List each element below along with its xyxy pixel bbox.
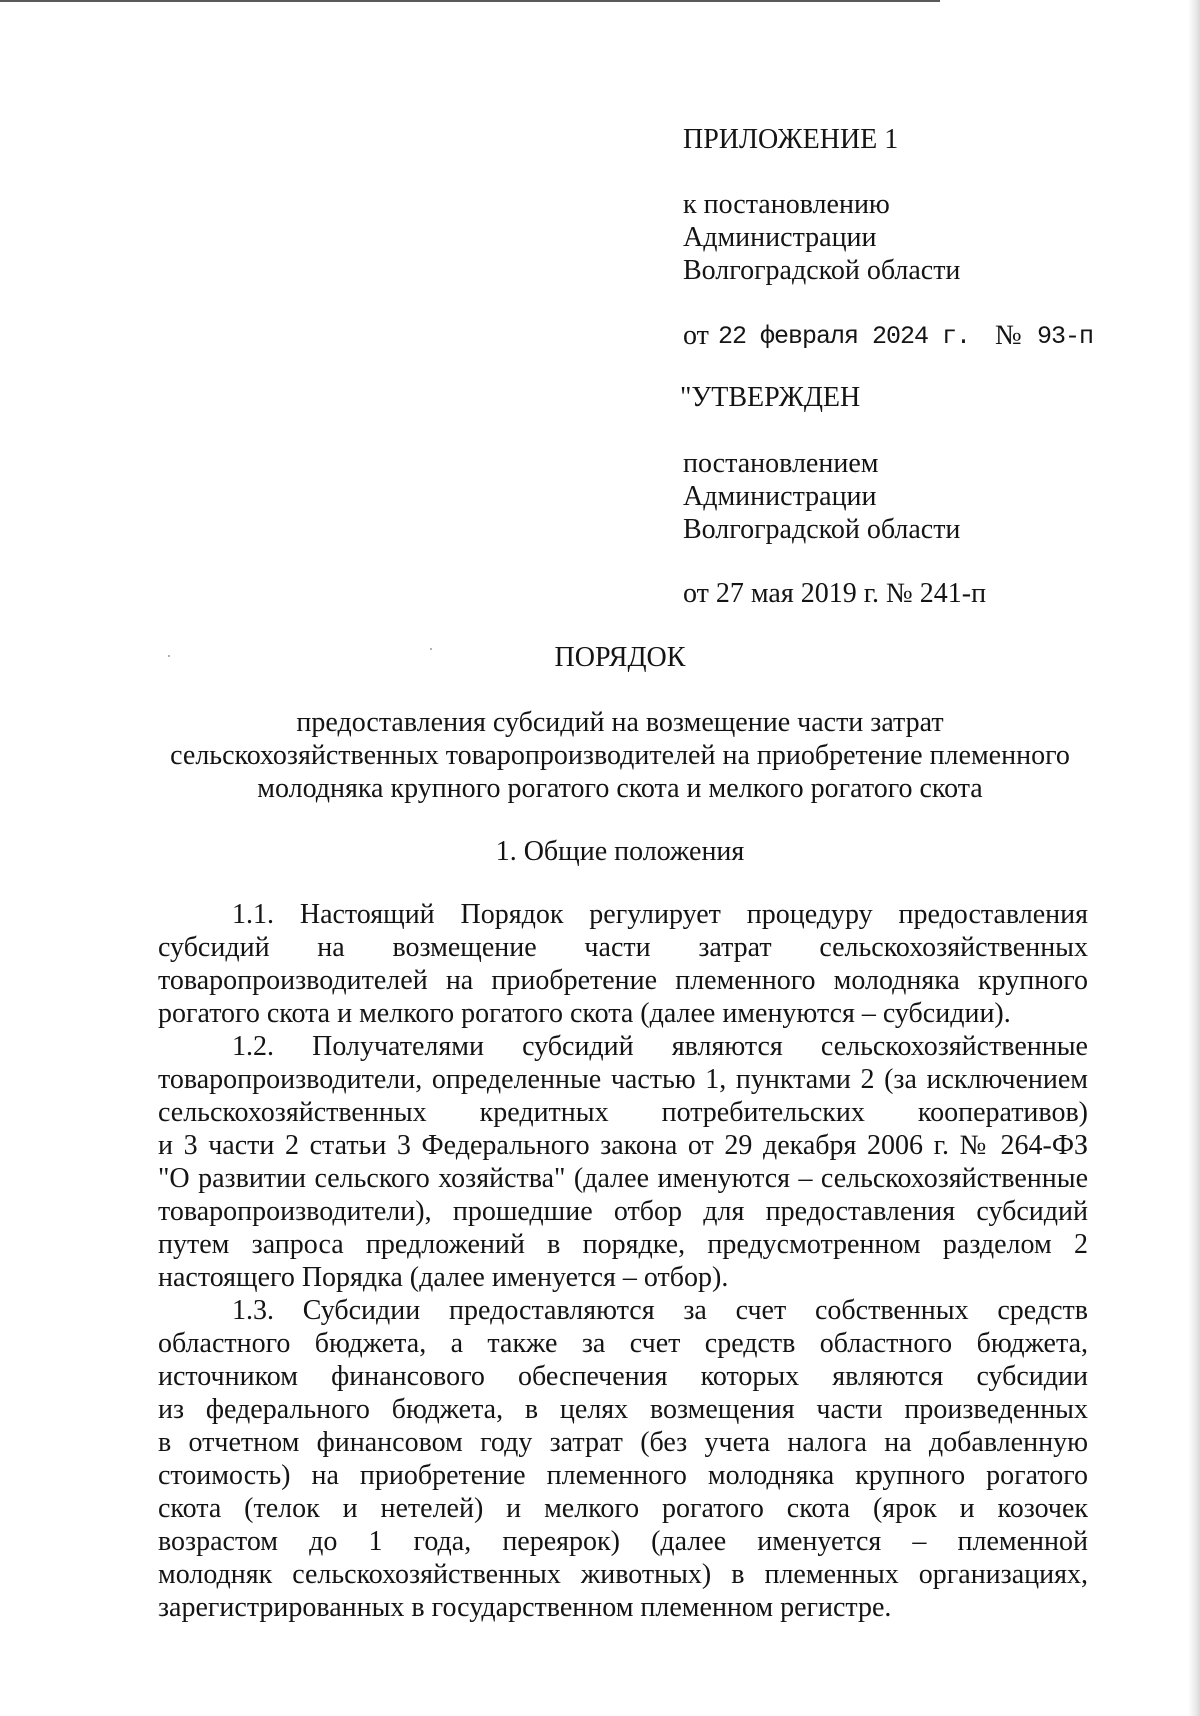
- paragraph-1-2-line: товаропроизводители, определенные частью 1, пунктами 2 (за исключением: [158, 1064, 1088, 1095]
- paragraph-1-3-line: из федерального бюджета, в целях возмещения части произведенных: [158, 1394, 1088, 1425]
- resolution-number-value: 93-п: [1037, 322, 1094, 351]
- document-title: ПОРЯДОК: [554, 642, 686, 673]
- approved-by-line-2: Администрации: [683, 481, 877, 512]
- paragraph-1-2-line: настоящего Порядка (далее именуется – отбор).: [158, 1262, 729, 1293]
- document-subtitle-line-2: сельскохозяйственных товаропроизводителей на приобретение племенного: [170, 740, 1070, 771]
- resolution-number-sign: №: [995, 320, 1022, 351]
- paragraph-1-2-line: товаропроизводители), прошедшие отбор для предоставления субсидий: [158, 1196, 1088, 1227]
- section-heading: 1. Общие положения: [495, 836, 745, 867]
- appendix-title: ПРИЛОЖЕНИЕ 1: [683, 124, 899, 155]
- paragraph-1-2-line: и 3 части 2 статьи 3 Федерального закона от 29 декабря 2006 г. № 264-ФЗ: [158, 1130, 1088, 1161]
- paragraph-1-1-line: товаропроизводителей на приобретение племенного молодняка крупного: [158, 965, 1088, 996]
- approved-title: "УТВЕРЖДЕН: [680, 382, 861, 413]
- paragraph-1-3-line: источником финансового обеспечения которых являются субсидии: [158, 1361, 1088, 1392]
- document-subtitle-line-1: предоставления субсидий на возмещение части затрат: [296, 707, 944, 738]
- document-subtitle-line-3: молодняка крупного рогатого скота и мелкого рогатого скота: [257, 773, 983, 804]
- paragraph-1-2-line: 1.2. Получателями субсидий являются сельскохозяйственные: [232, 1031, 1088, 1062]
- paragraph-1-3-line: молодняк сельскохозяйственных животных) в племенных организациях,: [158, 1559, 1088, 1590]
- appendix-ref-line-2: Администрации: [683, 222, 877, 253]
- paragraph-1-1-line: рогатого скота и мелкого рогатого скота (далее именуются – субсидии).: [158, 998, 1011, 1029]
- resolution-date-prefix: от: [683, 320, 709, 351]
- paragraph-1-3-line: возрастом до 1 года, переярок) (далее именуется – племенной: [158, 1526, 1088, 1557]
- paragraph-1-2-line: путем запроса предложений в порядке, предусмотренном разделом 2: [158, 1229, 1088, 1260]
- paragraph-1-1-line: субсидий на возмещение части затрат сельскохозяйственных: [158, 932, 1088, 963]
- scan-top-edge: [0, 0, 940, 2]
- paragraph-1-3-line: скота (телок и нетелей) и мелкого рогатого скота (ярок и козочек: [158, 1493, 1088, 1524]
- approved-by-line-1: постановлением: [683, 448, 879, 479]
- approved-by-line-3: Волгоградской области: [683, 514, 961, 545]
- appendix-ref-line-1: к постановлению: [683, 189, 890, 220]
- scan-right-edge: [1188, 0, 1200, 1716]
- paragraph-1-2-line: сельскохозяйственных кредитных потребительских кооперативов): [158, 1097, 1088, 1128]
- resolution-date-value: 22 февраля 2024 г.: [718, 322, 971, 351]
- paragraph-1-3-line: стоимость) на приобретение племенного молодняка крупного рогатого: [158, 1460, 1088, 1491]
- paragraph-1-3-line: областного бюджета, а также за счет средств областного бюджета,: [158, 1328, 1088, 1359]
- paragraph-1-2-line: "О развитии сельского хозяйства" (далее именуются – сельскохозяйственные: [158, 1163, 1088, 1194]
- paragraph-1-3-line: в отчетном финансовом году затрат (без учета налога на добавленную: [158, 1427, 1088, 1458]
- paragraph-1-3-line: зарегистрированных в государственном племенном регистре.: [158, 1592, 892, 1623]
- paragraph-1-1-line: 1.1. Настоящий Порядок регулирует процедуру предоставления: [232, 899, 1088, 930]
- appendix-ref-line-3: Волгоградской области: [683, 255, 961, 286]
- paragraph-1-3-line: 1.3. Субсидии предоставляются за счет собственных средств: [232, 1295, 1088, 1326]
- approved-date: от 27 мая 2019 г. № 241-п: [683, 578, 987, 609]
